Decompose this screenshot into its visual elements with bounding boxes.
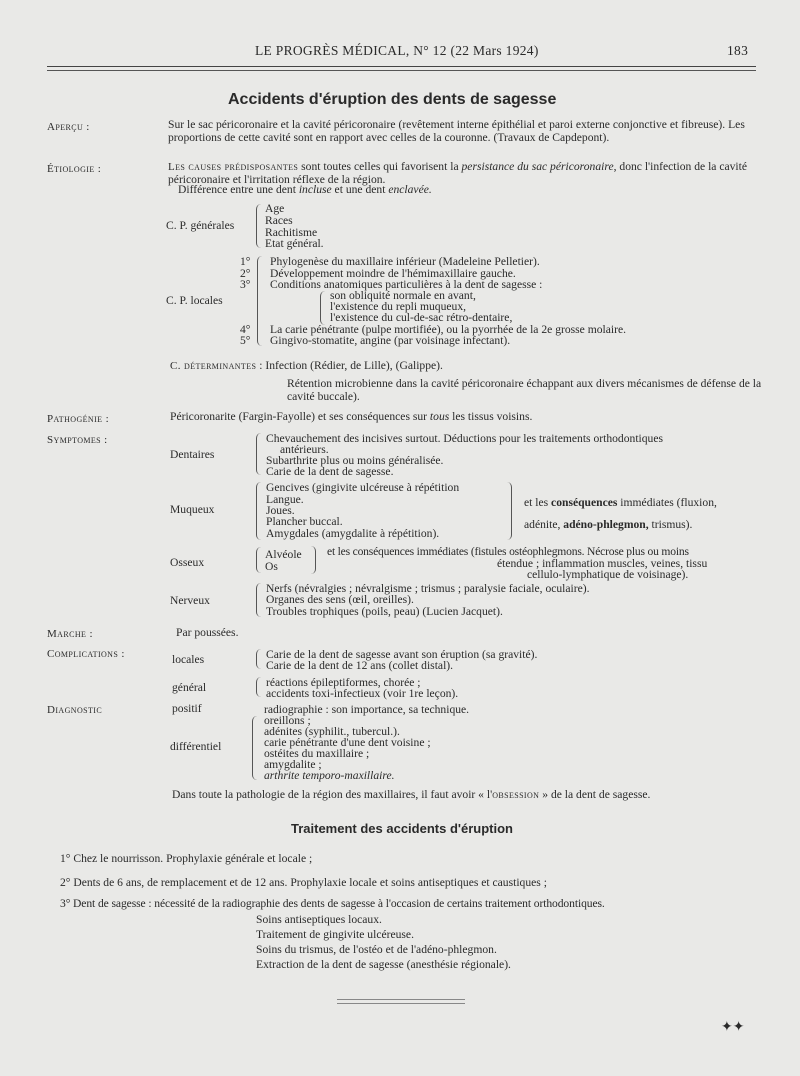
running-header: LE PROGRÈS MÉDICAL, N° 12 (22 Mars 1924) <box>255 43 539 58</box>
osseux-consequences: et les conséquences immédiates (fistules ostéophlegmons. Nécrose plus ou moins <box>327 545 689 558</box>
cp-locale-item: Conditions anatomiques particulières à la dent de sagesse : <box>270 278 543 291</box>
muqueux-consequences-2: adénite, adéno-phlegmon, trismus). <box>524 518 693 531</box>
ornament-icon: ✦✦ <box>721 1019 745 1035</box>
differentiel-item: amygdalite ; <box>264 758 322 771</box>
cp-locales-label: C. P. locales <box>166 294 223 307</box>
pathogenie-text: Péricoronarite (Fargin-Fayolle) et ses conséquences sur tous les tissus voisins. <box>170 410 533 423</box>
footer-rule <box>337 999 465 1000</box>
symptom-item: Chevauchement des incisives surtout. Déductions pour les traitements orthodontiques <box>266 432 664 445</box>
symptom-item: Plancher buccal. <box>266 515 343 528</box>
cp-locale-subitem: son obliquité normale en avant, <box>330 289 476 302</box>
cp-generale-item: Rachitisme <box>265 226 318 239</box>
cp-locale-item: Gingivo-stomatite, angine (par voisinage infectant). <box>270 334 511 347</box>
list-number: 3° <box>240 278 251 291</box>
symptom-item: Troubles trophiques (poils, peau) (Lucien Jacquet). <box>266 605 503 618</box>
symptom-item: Joues. <box>266 504 295 517</box>
treatment-subitem: Soins du trismus, de l'ostéo et de l'adéno-phlegmon. <box>256 943 497 956</box>
complication-item: Carie de la dent de 12 ans (collet distal). <box>266 659 454 672</box>
treatment-subitem: Soins antiseptiques locaux. <box>256 913 382 926</box>
header-rule <box>47 66 756 67</box>
cp-locale-item: Phylogenèse du maxillaire inférieur (Madeleine Pelletier). <box>270 255 540 268</box>
complication-group-label: général <box>172 681 207 694</box>
cp-locale-subitem: l'existence du cul-de-sac rétro-dentaire, <box>330 311 513 324</box>
brace <box>252 716 257 780</box>
osseux-consequences-3: cellulo-lymphatique de voisinage). <box>527 568 689 581</box>
complication-item: accidents toxi-infectieux (voir 1re leçon). <box>266 687 459 700</box>
cp-generale-item: Etat général. <box>265 237 324 250</box>
etiologie-difference: Différence entre une dent incluse et une dent enclavée. <box>178 183 432 196</box>
cp-generales-label: C. P. générales <box>166 219 235 232</box>
cp-locale-item: La carie pénétrante (pulpe mortifiée), ou la pyorrhée de la 2e grosse molaire. <box>270 323 627 336</box>
differentiel-item: oreillons ; <box>264 714 311 727</box>
treatment-item: 3° Dent de sagesse : nécessité de la radiographie des dents de sagesse à l'occasion de certains traitement orthodontiques. <box>60 897 605 910</box>
complication-group-label: locales <box>172 653 205 666</box>
complication-item: Carie de la dent de sagesse avant son éruption (sa gravité). <box>266 648 538 661</box>
etiologie-lead: Les causes prédisposantes sont toutes celles qui favorisent la persistance du sac péricoronaire, donc l'infection de la cavité péricoronaire et l'irritation réflexe de la région. <box>168 160 748 187</box>
symptom-item: Carie de la dent de sagesse. <box>266 465 394 478</box>
differentiel-item: adénites (syphilit., tubercul.). <box>264 725 400 738</box>
diagnostic-positif-label: positif <box>172 702 202 715</box>
brace <box>257 256 262 346</box>
cp-generale-item: Races <box>265 214 293 227</box>
page-number: 183 <box>727 43 749 58</box>
differentiel-item: arthrite temporo-maxillaire. <box>264 769 395 782</box>
causes-determinantes: C. déterminantes : Infection (Rédier, de Lille), (Galippe). <box>170 359 443 372</box>
list-number: 4° <box>240 323 251 336</box>
section-label-etiologie: Étiologie : <box>47 163 102 175</box>
section-label-marche: Marche : <box>47 628 93 640</box>
section-label-apercu: Aperçu : <box>47 121 90 133</box>
symptom-item: Organes des sens (œil, oreilles). <box>266 593 414 606</box>
cp-locale-subitem: l'existence du repli muqueux, <box>330 300 467 313</box>
header-rule-thin <box>47 70 756 71</box>
treatment-subitem: Extraction de la dent de sagesse (anesthésie régionale). <box>256 958 511 971</box>
section-label-diagnostic: Diagnostic <box>47 704 103 716</box>
brace <box>311 546 316 574</box>
symptom-group-label: Muqueux <box>170 503 215 516</box>
treatment-title: Traitement des accidents d'éruption <box>291 821 513 836</box>
symptom-group-label: Nerveux <box>170 594 210 607</box>
symptom-item: antérieurs. <box>280 443 329 456</box>
symptom-item: Nerfs (névralgies ; névralgisme ; trismus ; paralysie faciale, oculaire). <box>266 582 590 595</box>
symptom-item: Alvéole <box>265 548 302 561</box>
marche-text: Par poussées. <box>176 626 239 639</box>
brace <box>256 677 261 697</box>
footer-rule <box>337 1003 465 1004</box>
symptom-item: Langue. <box>266 493 304 506</box>
section-label-pathogenie: Pathogénie : <box>47 413 110 425</box>
list-number: 2° <box>240 267 251 280</box>
symptom-item: Amygdales (amygdalite à répétition). <box>266 527 440 540</box>
diagnostic-positif-text: radiographie : son importance, sa technique. <box>264 703 470 716</box>
cp-locale-item: Développement moindre de l'hémimaxillaire gauche. <box>270 267 516 280</box>
apercu-text: Sur le sac péricoronaire et la cavité péricoronaire (revêtement interne épithélial et paroi externe conjonctive et fibreuse). Les proportions de cette cavité sont en rapport avec celles de la couronne. (Travaux de Capdepont). <box>168 118 745 144</box>
symptom-group-label: Osseux <box>170 556 205 569</box>
brace <box>256 482 261 540</box>
retention-text: Rétention microbienne dans la cavité péricoronaire échappant aux divers mécanismes de défense de la cavité buccale). <box>287 377 762 403</box>
treatment-item: 1° Chez le nourrisson. Prophylaxie générale et locale ; <box>60 852 313 865</box>
main-title: Accidents d'éruption des dents de sagesse <box>228 91 557 108</box>
osseux-consequences-2: étendue ; inflammation muscles, veines, tissu <box>497 557 708 570</box>
brace <box>256 547 261 573</box>
complication-item: réactions épileptiformes, chorée ; <box>266 676 421 689</box>
brace <box>256 649 261 669</box>
differentiel-item: carie pénétrante d'une dent voisine ; <box>264 736 431 749</box>
cp-generale-item: Age <box>265 202 285 215</box>
symptom-group-label: Dentaires <box>170 448 215 461</box>
brace <box>256 583 261 617</box>
treatment-item: 2° Dents de 6 ans, de remplacement et de 12 ans. Prophylaxie locale et soins antiseptiques et caustiques ; <box>60 876 547 889</box>
symptom-item: Subarthrite plus ou moins généralisée. <box>266 454 444 467</box>
muqueux-consequences: et les conséquences immédiates (fluxion, <box>524 496 717 509</box>
brace <box>320 291 325 325</box>
treatment-subitem: Traitement de gingivite ulcéreuse. <box>256 928 414 941</box>
brace <box>256 433 261 475</box>
brace <box>507 482 512 540</box>
symptom-item: Os <box>265 560 278 573</box>
symptom-item: Gencives (gingivite ulcéreuse à répétition <box>266 481 460 494</box>
section-label-symptomes: Symptomes : <box>47 434 108 446</box>
list-number: 1° <box>240 255 251 268</box>
diagnostic-note: Dans toute la pathologie de la région des maxillaires, il faut avoir « l'obsession » de la dent de sagesse. <box>172 788 651 801</box>
section-label-complications: Complications : <box>47 648 125 660</box>
list-number: 5° <box>240 334 251 347</box>
brace <box>256 204 261 248</box>
differentiel-item: ostéites du maxillaire ; <box>264 747 370 760</box>
diagnostic-differentiel-label: différentiel <box>170 740 222 753</box>
